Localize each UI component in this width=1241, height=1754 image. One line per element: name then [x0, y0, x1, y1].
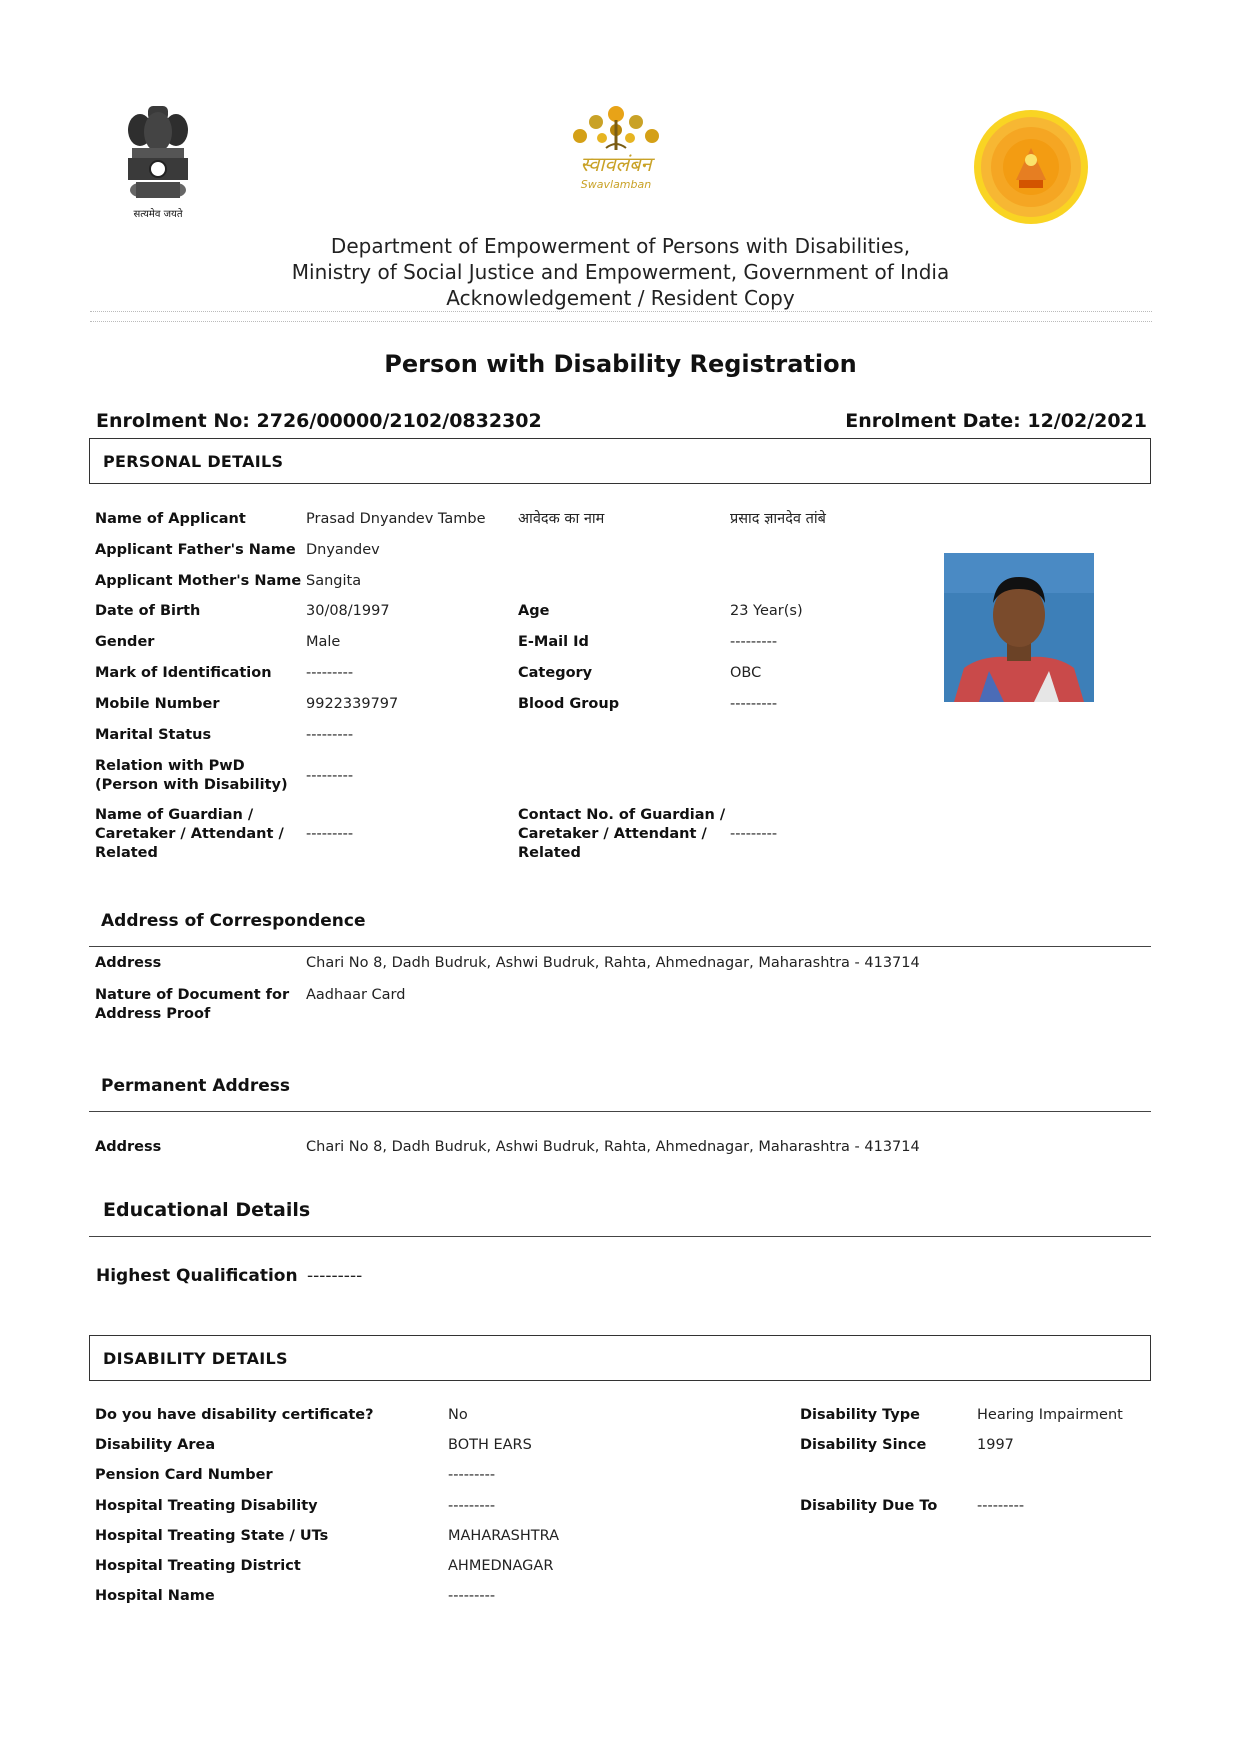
personal-details-header — [89, 438, 1151, 484]
mark-value: --------- — [306, 665, 354, 681]
guardian-value: --------- — [306, 826, 354, 842]
mark-label: Mark of Identification — [95, 665, 272, 681]
gender-label: Gender — [95, 634, 155, 650]
mobile-label: Mobile Number — [95, 696, 220, 712]
guardian-contact-label-line: Related — [518, 845, 581, 861]
gender-value: Male — [306, 634, 341, 650]
emblem-motto: सत्यमेव जयते — [133, 209, 183, 220]
permanent-address-value: Chari No 8, Dadh Budruk, Ashwi Budruk, Rahta, Ahmednagar, Maharashtra - 413714 — [306, 1139, 920, 1155]
guardian-contact-value: --------- — [730, 826, 778, 842]
document-label-line: Address Proof — [95, 1006, 211, 1022]
swavlamban-logo — [556, 100, 676, 200]
maharashtra-seal-logo — [972, 108, 1090, 226]
hospital-name-label: Hospital Name — [95, 1588, 215, 1604]
education-heading: Educational Details — [103, 1199, 311, 1221]
hospital-state-value: MAHARASHTRA — [448, 1528, 560, 1544]
guardian-label-line: Caretaker / Attendant / — [95, 826, 284, 842]
name-label: Name of Applicant — [95, 511, 246, 527]
age-label: Age — [518, 603, 550, 619]
disability-type-value: Hearing Impairment — [977, 1407, 1123, 1423]
guardian-contact-label-line: Contact No. of Guardian / — [518, 807, 726, 823]
guardian-label-line: Related — [95, 845, 158, 861]
swavlamban-logo-subtext: Swavlamban — [580, 178, 652, 191]
swavlamban-logo-text: स्वावलंबन — [580, 152, 652, 176]
name-hindi-value: प्रसाद ज्ञानदेव तांबे — [730, 511, 826, 527]
mother-label: Applicant Mother's Name — [95, 573, 302, 589]
enrolment-number: Enrolment No: 2726/00000/2102/0832302 — [96, 410, 542, 432]
blood-label: Blood Group — [518, 696, 620, 712]
disability-area-value: BOTH EARS — [448, 1437, 532, 1453]
disability-details-title: DISABILITY DETAILS — [103, 1349, 288, 1368]
page-title: Person with Disability Registration — [384, 350, 857, 378]
disability-due-value: --------- — [977, 1498, 1025, 1514]
hospital-value: --------- — [448, 1498, 496, 1514]
name-value: Prasad Dnyandev Tambe — [306, 511, 486, 527]
document-label-line: Nature of Document for — [95, 987, 290, 1003]
personal-details-title: PERSONAL DETAILS — [103, 452, 284, 471]
disability-since-label: Disability Since — [800, 1437, 927, 1453]
guardian-label — [95, 806, 284, 863]
pension-value: --------- — [448, 1467, 496, 1483]
relation-label-line: (Person with Disability) — [95, 777, 288, 793]
disability-since-value: 1997 — [977, 1437, 1014, 1453]
correspondence-address-value: Chari No 8, Dadh Budruk, Ashwi Budruk, Rahta, Ahmednagar, Maharashtra - 413714 — [306, 955, 920, 971]
header-line-3: Acknowledgement / Resident Copy — [446, 286, 795, 310]
hospital-district-value: AHMEDNAGAR — [448, 1558, 554, 1574]
guardian-contact-label — [518, 806, 725, 863]
marital-label: Marital Status — [95, 727, 212, 743]
document-value: Aadhaar Card — [306, 987, 406, 1003]
category-label: Category — [518, 665, 593, 681]
dob-label: Date of Birth — [95, 603, 201, 619]
guardian-contact-label-line: Caretaker / Attendant / — [518, 826, 707, 842]
certificate-value: No — [448, 1407, 468, 1423]
qualification-label: Highest Qualification — [96, 1266, 298, 1286]
education-rule — [89, 1236, 1151, 1237]
mother-value: Sangita — [306, 573, 362, 589]
guardian-label-line: Name of Guardian / — [95, 807, 254, 823]
name-hindi-label: आवेदक का नाम — [518, 511, 605, 527]
hospital-district-label: Hospital Treating District — [95, 1558, 301, 1574]
email-label: E-Mail Id — [518, 634, 589, 650]
permanent-rule — [89, 1111, 1151, 1112]
enrolment-date: Enrolment Date: 12/02/2021 — [845, 410, 1147, 432]
document-label — [95, 986, 289, 1024]
disability-due-label: Disability Due To — [800, 1498, 938, 1514]
marital-value: --------- — [306, 727, 354, 743]
certificate-label: Do you have disability certificate? — [95, 1407, 374, 1423]
correspondence-address-label: Address — [95, 955, 162, 971]
header-divider — [90, 311, 1152, 312]
hospital-label: Hospital Treating Disability — [95, 1498, 318, 1514]
blood-value: --------- — [730, 696, 778, 712]
relation-label-line: Relation with PwD — [95, 758, 245, 774]
applicant-photo — [944, 553, 1094, 702]
email-value: --------- — [730, 634, 778, 650]
relation-value: --------- — [306, 768, 354, 784]
father-label: Applicant Father's Name — [95, 542, 296, 558]
disability-details-header — [89, 1335, 1151, 1381]
disability-type-label: Disability Type — [800, 1407, 920, 1423]
dob-value: 30/08/1997 — [306, 603, 390, 619]
relation-label — [95, 757, 288, 795]
correspondence-rule — [89, 946, 1151, 947]
qualification-value: --------- — [307, 1266, 363, 1286]
permanent-address-label: Address — [95, 1139, 162, 1155]
mobile-value: 9922339797 — [306, 696, 399, 712]
age-value: 23 Year(s) — [730, 603, 803, 619]
header-divider — [90, 321, 1152, 322]
pension-label: Pension Card Number — [95, 1467, 273, 1483]
correspondence-heading: Address of Correspondence — [101, 911, 366, 931]
hospital-state-label: Hospital Treating State / UTs — [95, 1528, 329, 1544]
hospital-name-value: --------- — [448, 1588, 496, 1604]
category-value: OBC — [730, 665, 762, 681]
disability-area-label: Disability Area — [95, 1437, 216, 1453]
header-line-1: Department of Empowerment of Persons with Disabilities, — [330, 234, 911, 258]
header-line-2: Ministry of Social Justice and Empowerment, Government of India — [291, 260, 950, 284]
permanent-heading: Permanent Address — [101, 1076, 290, 1096]
national-emblem-logo — [118, 100, 198, 225]
father-value: Dnyandev — [306, 542, 380, 558]
